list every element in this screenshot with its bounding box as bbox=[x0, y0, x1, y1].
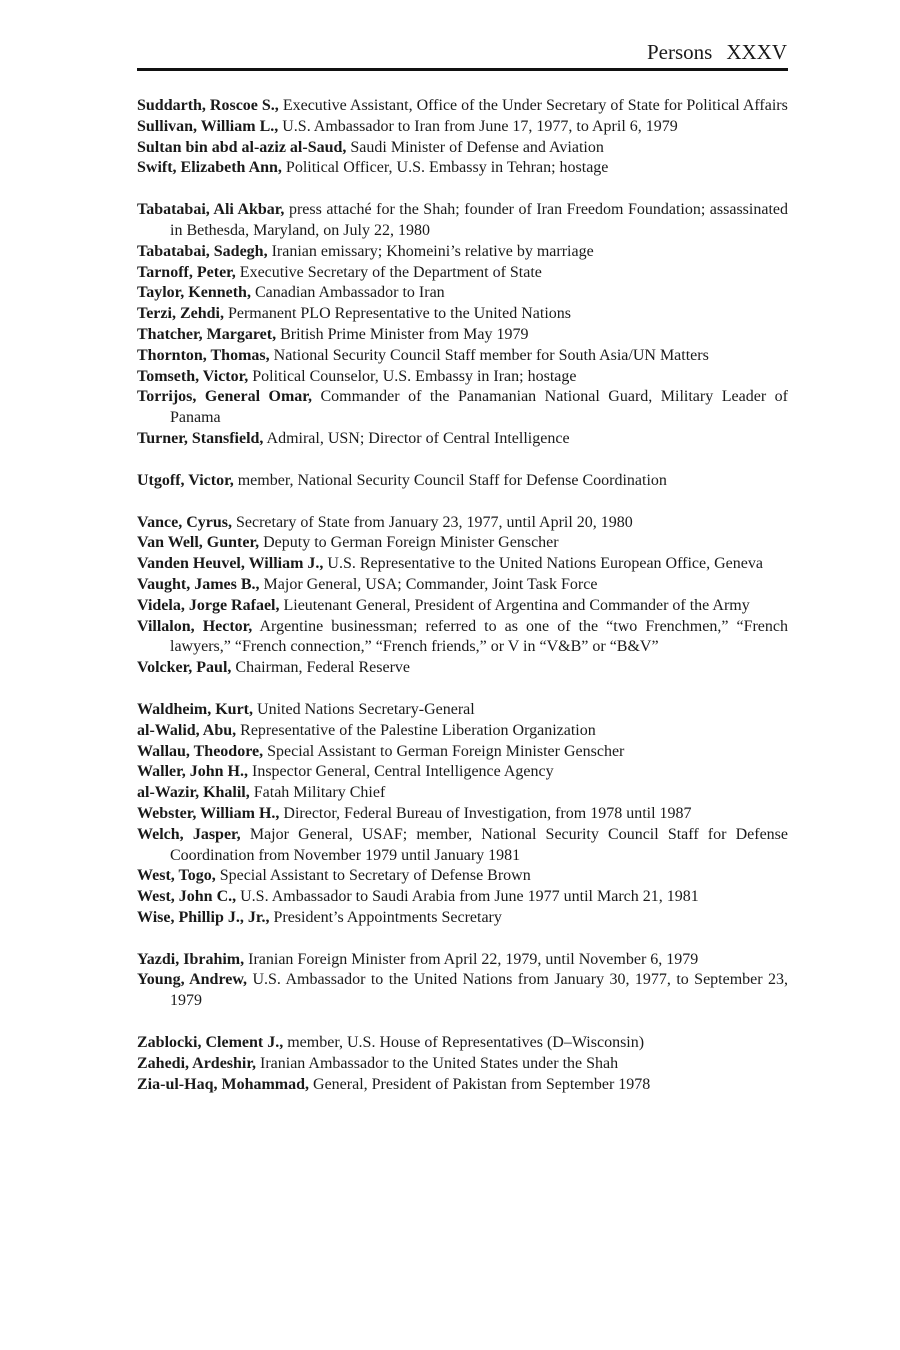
person-description: Saudi Minister of Defense and Aviation bbox=[350, 138, 604, 156]
person-name: Tarnoff, Peter, bbox=[137, 263, 236, 281]
person-name: Yazdi, Ibrahim, bbox=[137, 950, 245, 968]
person-description: Director, Federal Bureau of Investigation, from 1978 until 1987 bbox=[283, 804, 692, 822]
person-entry bbox=[137, 346, 788, 367]
person-description: Executive Assistant, Office of the Under Secretary of State for Political Affairs bbox=[282, 97, 788, 114]
person-entry bbox=[137, 387, 788, 429]
person-entry bbox=[137, 617, 788, 659]
person-name: al-Wazir, Khalil, bbox=[137, 784, 250, 802]
person-name: West, Togo, bbox=[137, 867, 216, 885]
person-entry bbox=[137, 950, 788, 971]
person-description: member, U.S. House of Representatives (D–Wisconsin) bbox=[287, 1034, 645, 1052]
person-name: al-Walid, Abu, bbox=[137, 721, 237, 739]
person-description: press attaché for the Shah; founder of Iran Freedom Foundation; assassinated in Bethesda, Maryland, on July 22, 1980 bbox=[170, 201, 788, 239]
person-entry bbox=[137, 762, 788, 783]
person-description: Lieutenant General, President of Argentina and Commander of the Army bbox=[283, 596, 750, 614]
person-entry bbox=[137, 283, 788, 304]
person-description: General, President of Pakistan from September 1978 bbox=[313, 1075, 651, 1093]
person-entry bbox=[137, 721, 788, 742]
person-description: British Prime Minister from May 1979 bbox=[280, 325, 529, 343]
person-name: Sullivan, William L., bbox=[137, 117, 279, 135]
person-description: Iranian Ambassador to the United States under the Shah bbox=[260, 1054, 619, 1072]
person-entry bbox=[137, 304, 788, 325]
person-entry bbox=[137, 1033, 788, 1054]
person-entry bbox=[137, 866, 788, 887]
person-name: Utgoff, Victor, bbox=[137, 471, 234, 489]
person-description: Canadian Ambassador to Iran bbox=[254, 284, 445, 302]
person-name: Young, Andrew, bbox=[137, 971, 248, 989]
person-description: Iranian Foreign Minister from April 22, 1979, until November 6, 1979 bbox=[248, 950, 699, 968]
person-name: Thornton, Thomas, bbox=[137, 346, 270, 364]
person-entry bbox=[137, 908, 788, 929]
person-entry bbox=[137, 96, 788, 117]
person-name: Vance, Cyrus, bbox=[137, 513, 232, 531]
person-entry bbox=[137, 263, 788, 284]
person-name: Videla, Jorge Rafael, bbox=[137, 596, 280, 614]
letter-group bbox=[137, 200, 788, 450]
person-description: Permanent PLO Representative to the United Nations bbox=[227, 305, 571, 323]
person-description: Special Assistant to Secretary of Defense Brown bbox=[219, 867, 531, 885]
person-entry bbox=[137, 804, 788, 825]
person-entry bbox=[137, 658, 788, 679]
person-description: Deputy to German Foreign Minister Genscher bbox=[263, 534, 559, 552]
person-name: Sultan bin abd al-aziz al-Saud, bbox=[137, 138, 347, 156]
person-description: Iranian emissary; Khomeini’s relative by marriage bbox=[271, 242, 594, 260]
person-name: Tabatabai, Ali Akbar, bbox=[137, 201, 285, 219]
person-description: President’s Appointments Secretary bbox=[273, 908, 502, 926]
person-name: Zia-ul-Haq, Mohammad, bbox=[137, 1075, 310, 1093]
person-name: Thatcher, Margaret, bbox=[137, 325, 277, 343]
person-name: Tabatabai, Sadegh, bbox=[137, 242, 268, 260]
person-entry bbox=[137, 242, 788, 263]
person-description: Major General, USA; Commander, Joint Task Force bbox=[263, 575, 598, 593]
person-name: Volcker, Paul, bbox=[137, 659, 232, 677]
person-description: Admiral, USN; Director of Central Intelligence bbox=[266, 429, 570, 447]
person-name: Tomseth, Victor, bbox=[137, 367, 249, 385]
person-description: National Security Council Staff member for South Asia/UN Matters bbox=[273, 346, 709, 364]
person-entry bbox=[137, 200, 788, 242]
person-description: U.S. Representative to the United Nations European Office, Geneva bbox=[327, 555, 763, 573]
person-entry bbox=[137, 117, 788, 138]
person-description: Executive Secretary of the Department of State bbox=[239, 263, 542, 281]
person-name: Villalon, Hector, bbox=[137, 617, 253, 635]
person-description: Fatah Military Chief bbox=[253, 784, 386, 802]
letter-group bbox=[137, 1033, 788, 1095]
person-name: Terzi, Zehdi, bbox=[137, 305, 224, 323]
person-entry bbox=[137, 596, 788, 617]
person-description: Special Assistant to German Foreign Minister Genscher bbox=[267, 742, 625, 760]
person-name: Turner, Stansfield, bbox=[137, 429, 264, 447]
person-name: Webster, William H., bbox=[137, 804, 280, 822]
person-entry bbox=[137, 742, 788, 763]
page-number: XXXV bbox=[726, 40, 787, 64]
letter-group bbox=[137, 513, 788, 679]
person-name: Vaught, James B., bbox=[137, 575, 260, 593]
person-name: Torrijos, General Omar, bbox=[137, 388, 312, 406]
person-name: Suddarth, Roscoe S., bbox=[137, 97, 279, 114]
person-entry bbox=[137, 783, 788, 804]
letter-group bbox=[137, 700, 788, 929]
person-name: Zablocki, Clement J., bbox=[137, 1034, 284, 1052]
person-description: U.S. Ambassador to Iran from June 17, 1977, to April 6, 1979 bbox=[282, 117, 678, 135]
person-description: U.S. Ambassador to Saudi Arabia from June 1977 until March 21, 1981 bbox=[240, 888, 699, 906]
person-name: Van Well, Gunter, bbox=[137, 534, 260, 552]
person-entry bbox=[137, 825, 788, 867]
letter-group bbox=[137, 471, 788, 492]
person-entry bbox=[137, 158, 788, 179]
person-name: Zahedi, Ardeshir, bbox=[137, 1054, 256, 1072]
person-entry bbox=[137, 575, 788, 596]
header-rule bbox=[137, 68, 788, 71]
person-entry bbox=[137, 554, 788, 575]
person-entry bbox=[137, 513, 788, 534]
person-entry bbox=[137, 138, 788, 159]
person-description: Representative of the Palestine Liberation Organization bbox=[240, 721, 596, 739]
person-name: Vanden Heuvel, William J., bbox=[137, 555, 324, 573]
person-entry bbox=[137, 1054, 788, 1075]
person-entry bbox=[137, 970, 788, 1012]
running-header bbox=[137, 38, 787, 66]
person-description: Inspector General, Central Intelligence Agency bbox=[251, 763, 554, 781]
person-entry bbox=[137, 533, 788, 554]
person-name: Welch, Jasper, bbox=[137, 825, 241, 843]
person-description: Political Counselor, U.S. Embassy in Iran; hostage bbox=[252, 367, 577, 385]
person-description: Major General, USAF; member, National Security Council Staff for Defense Coordination from November 1979 until January 1981 bbox=[170, 825, 789, 864]
person-description: Argentine businessman; referred to as one of the “two Frenchmen,” “French lawyers,” “French connection,” “French friends,” or V in “V&B” or “B&V” bbox=[170, 617, 789, 656]
person-name: Taylor, Kenneth, bbox=[137, 284, 251, 302]
person-entry bbox=[137, 700, 788, 721]
person-name: Waller, John H., bbox=[137, 763, 248, 781]
person-entry bbox=[137, 887, 788, 908]
person-entry bbox=[137, 367, 788, 388]
person-description: Commander of the Panamanian National Guard, Military Leader of Panama bbox=[170, 388, 788, 427]
person-description: Political Officer, U.S. Embassy in Tehran; hostage bbox=[285, 159, 609, 177]
person-name: Wise, Phillip J., Jr., bbox=[137, 908, 270, 926]
letter-group bbox=[137, 950, 788, 1012]
person-description: Chairman, Federal Reserve bbox=[235, 659, 410, 677]
persons-list bbox=[137, 96, 788, 1116]
person-entry bbox=[137, 471, 788, 492]
section-title: Persons bbox=[646, 40, 713, 64]
person-description: United Nations Secretary-General bbox=[257, 700, 475, 718]
person-name: Waldheim, Kurt, bbox=[137, 700, 254, 718]
letter-group bbox=[137, 96, 788, 179]
person-description: member, National Security Council Staff for Defense Coordination bbox=[237, 471, 667, 489]
person-name: Swift, Elizabeth Ann, bbox=[137, 159, 282, 177]
person-entry bbox=[137, 429, 788, 450]
person-entry bbox=[137, 325, 788, 346]
person-name: Wallau, Theodore, bbox=[137, 742, 264, 760]
person-entry bbox=[137, 1075, 788, 1096]
person-description: Secretary of State from January 23, 1977, until April 20, 1980 bbox=[235, 513, 633, 531]
person-name: West, John C., bbox=[137, 888, 237, 906]
person-description: U.S. Ambassador to the United Nations from January 30, 1977, to September 23, 1979 bbox=[170, 971, 789, 1010]
